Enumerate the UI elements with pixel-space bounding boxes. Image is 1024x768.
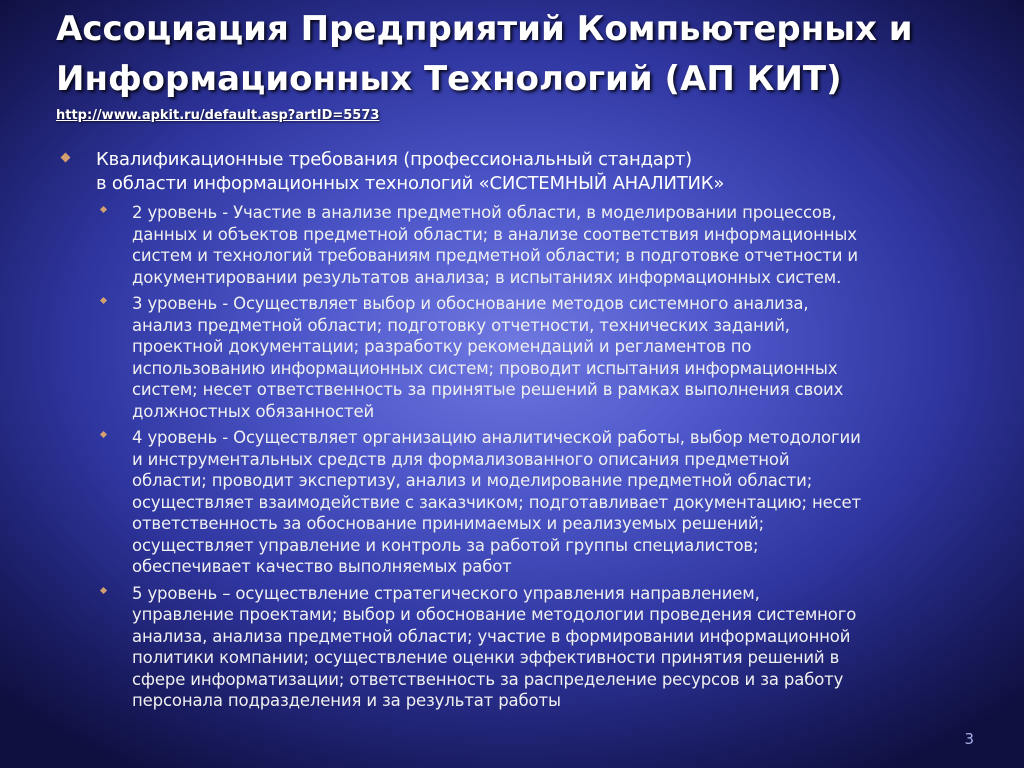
level-line: использованию информационных систем; проводит испытания информационных <box>132 358 838 378</box>
source-link[interactable]: http://www.apkit.ru/default.asp?artID=5573 <box>56 108 380 123</box>
level-line: анализа, анализа предметной области; участие в формировании информационной <box>132 626 851 646</box>
level-line: проектной документации; разработку рекомендаций и регламентов по <box>132 337 752 356</box>
level-line: обеспечивает качество выполняемых работ <box>132 557 512 576</box>
main-bullet-line: в области информационных технологий «СИСТЕМНЫЙ АНАЛИТИК» <box>96 173 725 194</box>
level-item-3 <box>60 293 980 422</box>
level-line: персонала подразделения и за результат работы <box>132 691 561 710</box>
level-line: документировании результатов анализа; в испытаниях информационных систем. <box>132 267 842 287</box>
level-item-4 <box>60 427 980 578</box>
slide-title <box>56 4 1006 104</box>
level-line: 5 уровень – осуществление стратегического управления направлением, <box>132 583 760 603</box>
level-item-2 <box>60 202 980 288</box>
level-line: ответственность за обоснование принимаемых и реализуемых решений; <box>132 514 765 533</box>
diamond-bullet-icon <box>100 586 107 593</box>
level-line: систем и технологий требованиям предметной области; в подготовке отчетности и <box>132 246 858 265</box>
level-line: данных и объектов предметной области; в анализе соответствия информационных <box>132 224 857 244</box>
diamond-bullet-icon <box>61 153 71 163</box>
level-list <box>60 202 980 712</box>
level-item-5 <box>60 583 980 712</box>
main-bullet <box>60 148 980 196</box>
level-line: сфере информатизации; ответственность за распределение ресурсов и за работу <box>132 669 844 689</box>
level-line: и инструментальных средств для формализованного описания предметной <box>132 449 790 469</box>
level-line: осуществляет взаимодействие с заказчиком; подготавливает документацию; несет <box>132 492 862 512</box>
level-line: 4 уровень - Осуществляет организацию аналитической работы, выбор методологии <box>132 428 861 447</box>
level-line: управление проектами; выбор и обоснование методологии проведения системного <box>132 605 857 624</box>
diamond-bullet-icon <box>100 297 107 304</box>
level-line: должностных обязанностей <box>132 401 375 421</box>
level-line: осуществляет управление и контроль за работой группы специалистов; <box>132 535 759 555</box>
level-line: политики компании; осуществление оценки эффективности принятия решений в <box>132 648 840 667</box>
diamond-bullet-icon <box>100 206 107 213</box>
level-line: 3 уровень - Осуществляет выбор и обоснование методов системного анализа, <box>132 294 809 313</box>
diamond-bullet-icon <box>100 431 107 438</box>
level-line: систем; несет ответственность за принятые решений в рамках выполнения своих <box>132 380 844 399</box>
slide-title-line: Ассоциация Предприятий Компьютерных и <box>56 9 913 49</box>
main-bullet-line: Квалификационные требования (профессиональный стандарт) <box>96 149 692 170</box>
slide-title-line: Информационных Технологий (АП КИТ) <box>56 59 842 99</box>
level-line: 2 уровень - Участие в анализе предметной области, в моделировании процессов, <box>132 203 837 222</box>
level-line: области; проводит экспертизу, анализ и моделирование предметной области; <box>132 471 813 490</box>
level-line: анализ предметной области; подготовку отчетности, технических заданий, <box>132 315 790 335</box>
page-number: 3 <box>964 730 974 748</box>
slide-content <box>60 148 980 717</box>
